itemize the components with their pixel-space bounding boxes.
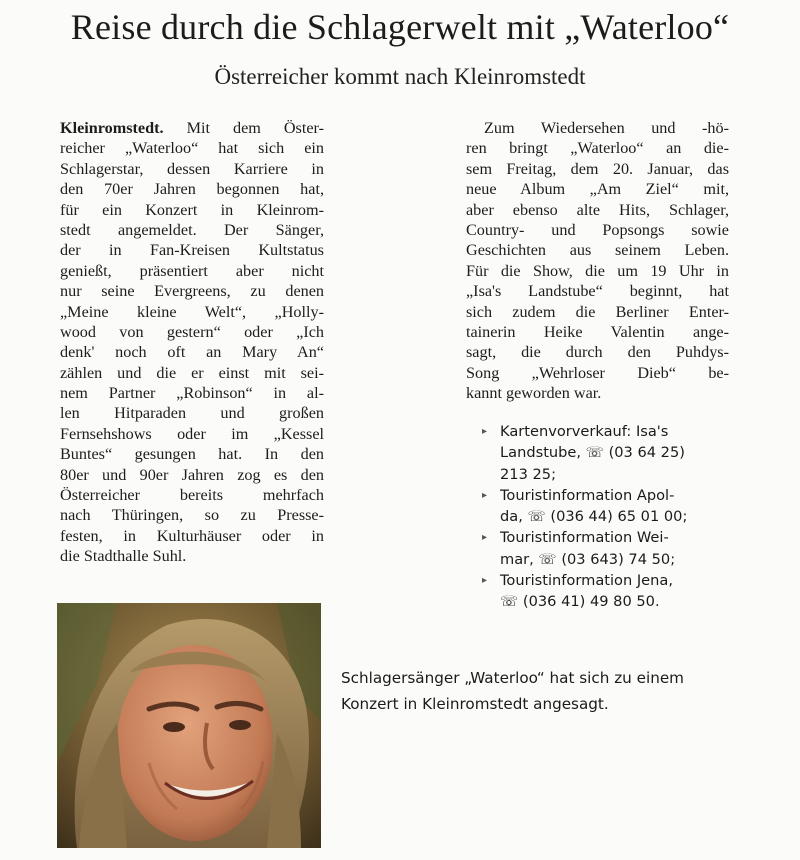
text-line: festen, in Kulturhäuser oder in <box>60 526 324 545</box>
article-right-column <box>466 118 729 403</box>
triangle-bullet-icon: ▸ <box>482 426 488 437</box>
text-line: genießt, präsentiert aber nicht <box>60 261 324 280</box>
text-line <box>60 118 324 138</box>
triangle-bullet-icon: ▸ <box>482 575 488 587</box>
text-line: „Meine kleine Welt“, „Holly- <box>60 302 324 321</box>
text-line: len Hitparaden und großen <box>60 404 324 423</box>
text-line: für ein Konzert in Kleinrom- <box>60 200 324 219</box>
text-line: sem Freitag, dem 20. Januar, das <box>466 159 729 178</box>
caption-line: Konzert in Kleinromstedt angesagt. <box>341 695 609 713</box>
text-line: tainerin Heike Valentin ange- <box>466 322 729 341</box>
text-line: 80er und 90er Jahren zog es den <box>60 465 324 484</box>
list-item <box>480 570 742 613</box>
list-item <box>480 527 742 570</box>
text-line: Touristinformation Apol- <box>500 486 675 504</box>
text-line: Zum Wiedersehen und -hö- <box>484 119 729 137</box>
text-line: nem Partner „Robinson“ in al- <box>60 384 324 403</box>
text-line: Touristinformation Wei- <box>500 529 669 547</box>
dateline: Kleinromstedt. <box>60 119 164 137</box>
text-line: reicher „Waterloo“ hat sich ein <box>60 139 324 158</box>
text-line: aber ebenso alte Hits, Schlager, <box>466 200 729 219</box>
text-line: Für die Show, die um 19 Uhr in <box>466 261 729 280</box>
list-item <box>480 421 742 485</box>
text-line: Landstube, ☏ (03 64 25) <box>500 444 685 462</box>
text-line: Schlagerstar, dessen Karriere in <box>60 159 324 178</box>
text-line: neue Album „Am Ziel“ mit, <box>466 180 729 199</box>
text-line: den 70er Jahren begonnen hat, <box>60 180 324 199</box>
text-line: da, ☏ (036 44) 65 01 00; <box>500 508 688 526</box>
text-line: Song „Wehrloser Dieb“ be- <box>466 363 729 382</box>
text-line: die Stadthalle Suhl. <box>60 547 187 566</box>
singer-photo <box>57 603 321 848</box>
text-line: der in Fan-Kreisen Kultstatus <box>60 241 324 260</box>
text-line: kannt geworden war. <box>466 384 602 403</box>
text-line: wood von gestern“ oder „Ich <box>60 322 324 341</box>
text-line: sich zudem die Berliner Enter- <box>466 302 729 321</box>
list-item <box>480 485 742 528</box>
subheadline: Österreicher kommt nach Kleinromstedt <box>214 64 586 89</box>
text-line: ren bringt „Waterloo“ an die- <box>466 139 729 158</box>
text-line: Country- und Popsongs sowie <box>466 220 729 239</box>
text-line: Österreicher bereits mehrfach <box>60 486 324 505</box>
text-line: ☏ (036 41) 49 80 50. <box>500 593 660 611</box>
article-left-column <box>60 118 324 567</box>
text-line: nach Thüringen, so zu Presse- <box>60 506 324 525</box>
headline: Reise durch die Schlagerwelt mit „Waterloo“ <box>70 7 730 47</box>
text-line: stedt angemeldet. Der Sänger, <box>60 220 324 239</box>
text-line: Fernsehshows oder im „Kessel <box>60 424 324 443</box>
text-line: Kartenvorverkauf: Isa's <box>500 423 669 440</box>
text-line: zählen und die er einst mit sei- <box>60 363 324 382</box>
text-line: mar, ☏ (03 643) 74 50; <box>500 550 676 568</box>
triangle-bullet-icon: ▸ <box>482 489 488 501</box>
text-line: Buntes“ gesungen hat. In den <box>60 445 324 464</box>
ticket-info-list <box>480 421 742 613</box>
triangle-bullet-icon: ▸ <box>482 532 488 544</box>
text-line: Geschichten aus seinem Leben. <box>466 241 729 260</box>
text-line: „Isa's Landstube“ beginnt, hat <box>466 282 729 301</box>
text-line: Touristinformation Jena, <box>500 572 673 590</box>
text-line: nur seine Evergreens, zu denen <box>60 282 324 301</box>
text-line: sagt, die durch den Puhdys- <box>466 343 729 362</box>
text-line: 213 25; <box>500 465 556 483</box>
text-fragment: Mit dem Öster- <box>163 119 324 137</box>
text-line: denk' noch oft an Mary An“ <box>60 343 324 362</box>
photo-caption <box>341 665 761 717</box>
caption-line: Schlagersänger „Waterloo“ hat sich zu einem <box>341 669 684 687</box>
